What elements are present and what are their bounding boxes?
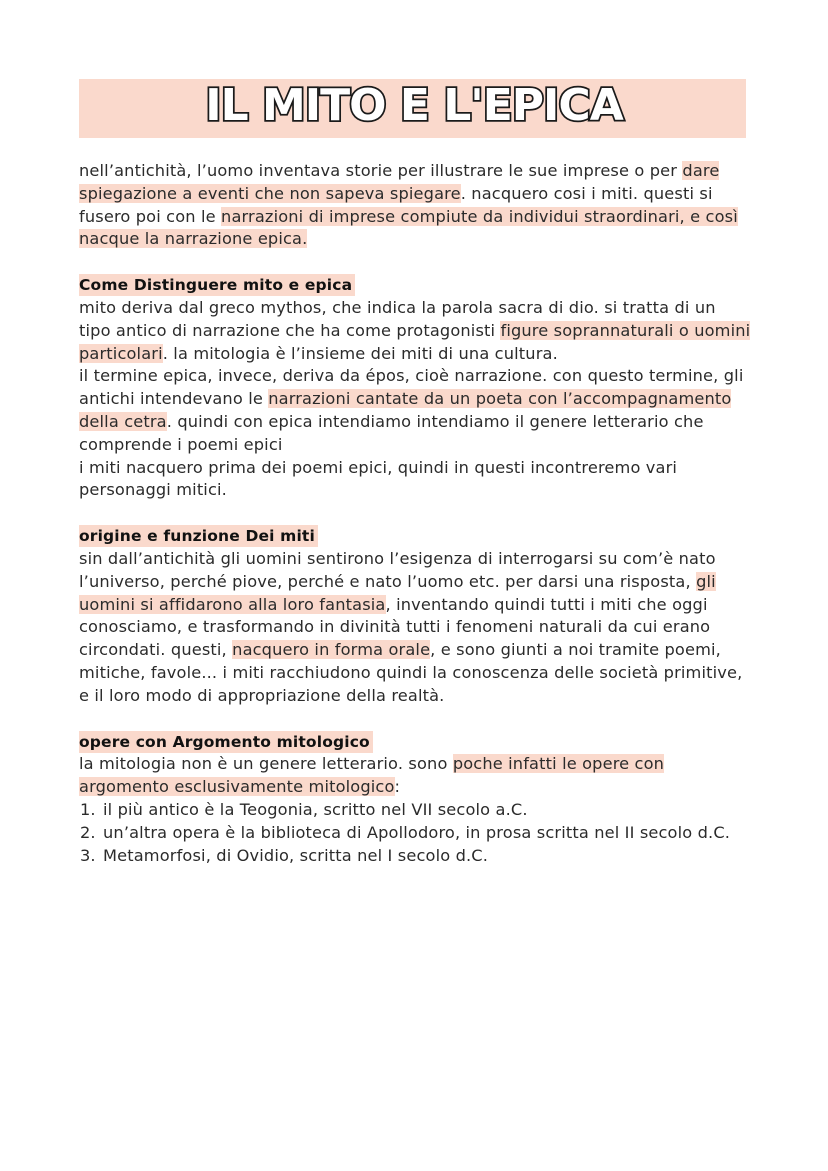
section2-highlight-2: nacquero in forma orale <box>232 640 431 660</box>
spacer <box>79 708 751 731</box>
section3-paragraph <box>79 753 751 799</box>
page-title: IL MITO E L'EPICA <box>205 80 623 131</box>
section2-text-3: , e sono giunti a noi tramite poemi, mitiche, favole... i miti racchiudono quindi la conoscenza delle società primitive, e il loro modo di appropriazione della realtà. <box>79 640 743 705</box>
spacer <box>79 251 751 274</box>
section2-paragraph <box>79 548 751 708</box>
section3-highlight-1: poche infatti le opere con argomento esclusivamente mitologico <box>79 754 665 797</box>
section1-highlight-1: figure soprannaturali o uomini particolari <box>79 320 751 363</box>
section1-paragraph-3: i miti nacquero prima dei poemi epici, quindi in questi incontreremo vari personaggi mitici. <box>79 457 678 500</box>
section1-text-4: . quindi con epica intendiamo intendiamo il genere letterario che comprende i poemi epici <box>79 411 704 454</box>
document-body <box>79 160 751 867</box>
section3-text-1: la mitologia non è un genere letterario. sono <box>79 754 453 774</box>
section1-highlight-2: narrazioni cantate da un poeta con l’accompagnamento della cetra <box>79 389 732 431</box>
section-heading-opere: opere con Argomento mitologico <box>79 731 373 753</box>
section1-paragraph-2 <box>79 365 751 456</box>
list-item: 2. un’altra opera è la biblioteca di Apollodoro, in prosa scritta nel II secolo d.C. <box>101 822 751 845</box>
intro-highlight-2: narrazioni di imprese compiute da individui straordinari, e così nacque la narrazione epica. <box>79 206 738 249</box>
section1-paragraph-1 <box>79 297 751 365</box>
section3-text-2: : <box>394 777 401 797</box>
section2-highlight-1: gli uomini si affidarono alla loro fantasia <box>79 571 716 614</box>
intro-text-1: nell’antichità, l’uomo inventava storie per illustrare le sue imprese o per <box>79 161 683 180</box>
section1-text-3: il termine epica, invece, deriva da épos, cioè narrazione. con questo termine, gli antichi intendevano le <box>79 366 744 409</box>
intro-highlight-1: dare spiegazione a eventi che non sapeva spiegare <box>79 161 720 203</box>
list-item: 1. il più antico è la Teogonia, scritto nel VII secolo a.C. <box>101 799 751 822</box>
intro-text-2: . nacquero cosi i miti. questi si fusero poi con le <box>79 183 713 226</box>
section1-text-2: . la mitologia è l’insieme dei miti di una cultura. <box>162 343 558 363</box>
works-list <box>79 799 751 867</box>
section-heading-origine: origine e funzione Dei miti <box>79 525 318 547</box>
section-heading-distinguere: Come Distinguere mito e epica <box>79 274 355 296</box>
intro-paragraph <box>79 160 751 251</box>
list-item: 3. Metamorfosi, di Ovidio, scritta nel I secolo d.C. <box>101 845 751 868</box>
spacer <box>79 502 751 525</box>
section2-text-1: sin dall’antichità gli uomini sentirono l’esigenza di interrogarsi su com’è nato l’universo, perché piove, perché e nato l’uomo etc. per darsi una risposta, <box>79 548 716 591</box>
section1-text-1: mito deriva dal greco mythos, che indica la parola sacra di dio. si tratta di un tipo antico di narrazione che ha come protagonisti <box>79 297 716 340</box>
section2-text-2: , inventando quindi tutti i miti che oggi conosciamo, e trasformando in divinità tutti i fenomeni naturali da cui erano circondati. questi, <box>79 594 711 660</box>
